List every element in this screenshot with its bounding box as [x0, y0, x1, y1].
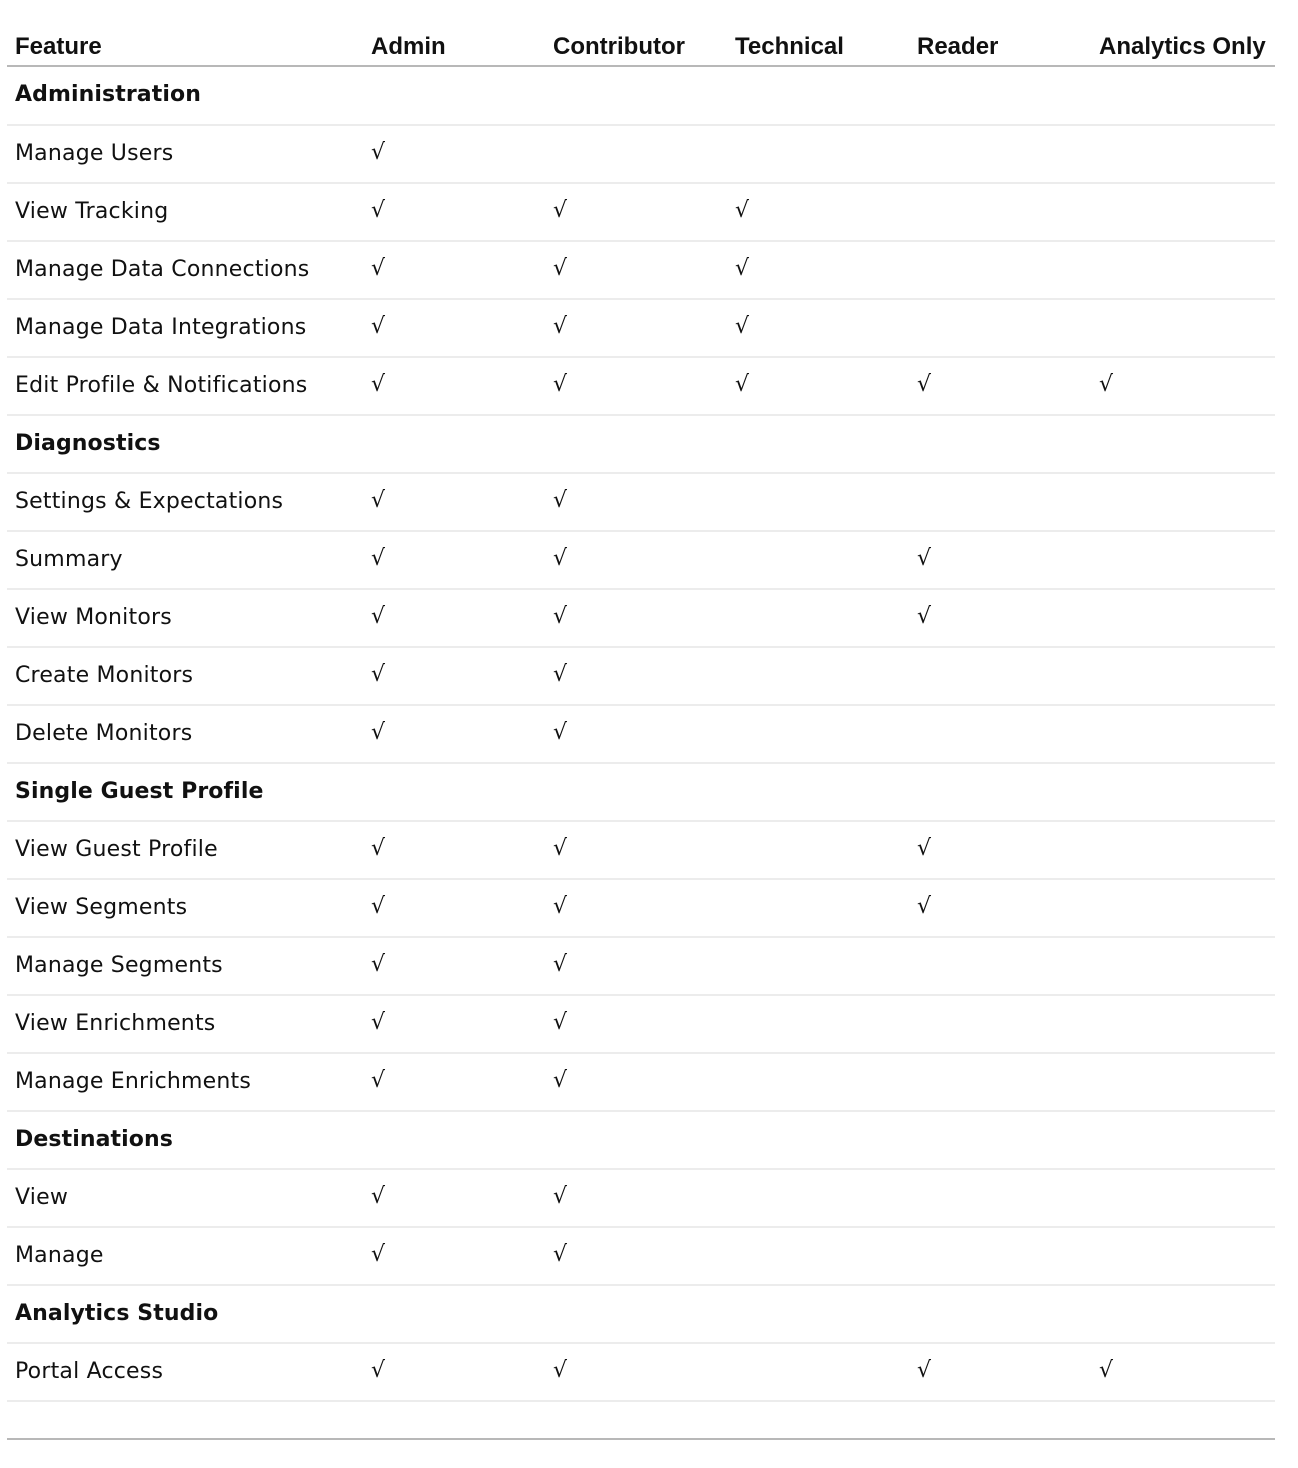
table-row	[7, 706, 1275, 764]
feature-label: View Enrichments	[15, 1011, 216, 1036]
feature-label: Settings & Expectations	[15, 489, 284, 514]
section-row	[7, 1112, 1275, 1170]
check-icon: √	[371, 836, 386, 861]
check-icon: √	[553, 256, 568, 281]
check-icon: √	[553, 1184, 568, 1209]
table-bottom-rule	[7, 1438, 1275, 1440]
feature-label: View	[15, 1185, 69, 1210]
check-icon: √	[371, 372, 386, 397]
permissions-table	[7, 0, 1275, 1402]
header-analytics-only: Analytics Only	[1099, 33, 1266, 60]
check-icon: √	[917, 546, 932, 571]
feature-label: Edit Profile & Notifications	[15, 373, 308, 398]
check-icon: √	[1099, 1358, 1114, 1383]
check-icon: √	[553, 372, 568, 397]
table-row	[7, 1054, 1275, 1112]
check-icon: √	[371, 1068, 386, 1093]
table-body	[7, 67, 1275, 1402]
check-icon: √	[371, 1358, 386, 1383]
table-row	[7, 1228, 1275, 1286]
check-icon: √	[735, 372, 750, 397]
check-icon: √	[371, 488, 386, 513]
header-reader: Reader	[917, 33, 999, 60]
header-technical: Technical	[735, 33, 844, 60]
check-icon: √	[735, 198, 750, 223]
check-icon: √	[553, 198, 568, 223]
table-row	[7, 880, 1275, 938]
table-row	[7, 648, 1275, 706]
check-icon: √	[371, 1242, 386, 1267]
feature-label: View Guest Profile	[15, 837, 218, 862]
table-row	[7, 822, 1275, 880]
check-icon: √	[1099, 372, 1114, 397]
table-header	[7, 0, 1275, 67]
check-icon: √	[553, 1068, 568, 1093]
section-heading: Destinations	[15, 1127, 173, 1152]
table-row	[7, 1344, 1275, 1402]
check-icon: √	[371, 546, 386, 571]
check-icon: √	[553, 720, 568, 745]
check-icon: √	[371, 314, 386, 339]
check-icon: √	[553, 546, 568, 571]
section-row	[7, 1286, 1275, 1344]
table-row	[7, 184, 1275, 242]
check-icon: √	[735, 314, 750, 339]
feature-label: Manage Enrichments	[15, 1069, 252, 1094]
check-icon: √	[917, 604, 932, 629]
feature-label: Create Monitors	[15, 663, 194, 688]
table-row	[7, 300, 1275, 358]
check-icon: √	[371, 1184, 386, 1209]
header-admin: Admin	[371, 33, 446, 60]
check-icon: √	[553, 604, 568, 629]
feature-label: Manage Segments	[15, 953, 223, 978]
table-row	[7, 126, 1275, 184]
feature-label: Manage	[15, 1243, 104, 1268]
header-feature: Feature	[15, 33, 102, 60]
feature-label: Summary	[15, 547, 123, 572]
check-icon: √	[553, 314, 568, 339]
section-row	[7, 67, 1275, 126]
check-icon: √	[371, 604, 386, 629]
check-icon: √	[553, 1010, 568, 1035]
table-row	[7, 474, 1275, 532]
section-row	[7, 416, 1275, 474]
feature-label: Portal Access	[15, 1359, 164, 1384]
check-icon: √	[553, 1358, 568, 1383]
check-icon: √	[371, 720, 386, 745]
check-icon: √	[553, 836, 568, 861]
check-icon: √	[371, 662, 386, 687]
feature-label: View Segments	[15, 895, 188, 920]
feature-label: Manage Data Connections	[15, 257, 310, 282]
feature-label: Manage Users	[15, 141, 174, 166]
check-icon: √	[371, 1010, 386, 1035]
check-icon: √	[371, 140, 386, 165]
section-heading: Diagnostics	[15, 431, 161, 456]
check-icon: √	[553, 894, 568, 919]
check-icon: √	[371, 952, 386, 977]
feature-label: View Tracking	[15, 199, 169, 224]
section-heading: Administration	[15, 82, 201, 107]
feature-label: View Monitors	[15, 605, 172, 630]
table-row	[7, 358, 1275, 416]
check-icon: √	[553, 662, 568, 687]
check-icon: √	[371, 256, 386, 281]
table-row	[7, 242, 1275, 300]
check-icon: √	[553, 952, 568, 977]
table-row	[7, 996, 1275, 1054]
check-icon: √	[371, 894, 386, 919]
header-contributor: Contributor	[553, 33, 685, 60]
check-icon: √	[553, 1242, 568, 1267]
check-icon: √	[371, 198, 386, 223]
check-icon: √	[553, 488, 568, 513]
table-row	[7, 532, 1275, 590]
check-icon: √	[917, 372, 932, 397]
table-row	[7, 938, 1275, 996]
feature-label: Manage Data Integrations	[15, 315, 307, 340]
table-row	[7, 590, 1275, 648]
check-icon: √	[917, 894, 932, 919]
table-row	[7, 1170, 1275, 1228]
section-heading: Analytics Studio	[15, 1301, 219, 1326]
check-icon: √	[735, 256, 750, 281]
section-row	[7, 764, 1275, 822]
check-icon: √	[917, 1358, 932, 1383]
check-icon: √	[917, 836, 932, 861]
feature-label: Delete Monitors	[15, 721, 193, 746]
section-heading: Single Guest Profile	[15, 779, 264, 804]
